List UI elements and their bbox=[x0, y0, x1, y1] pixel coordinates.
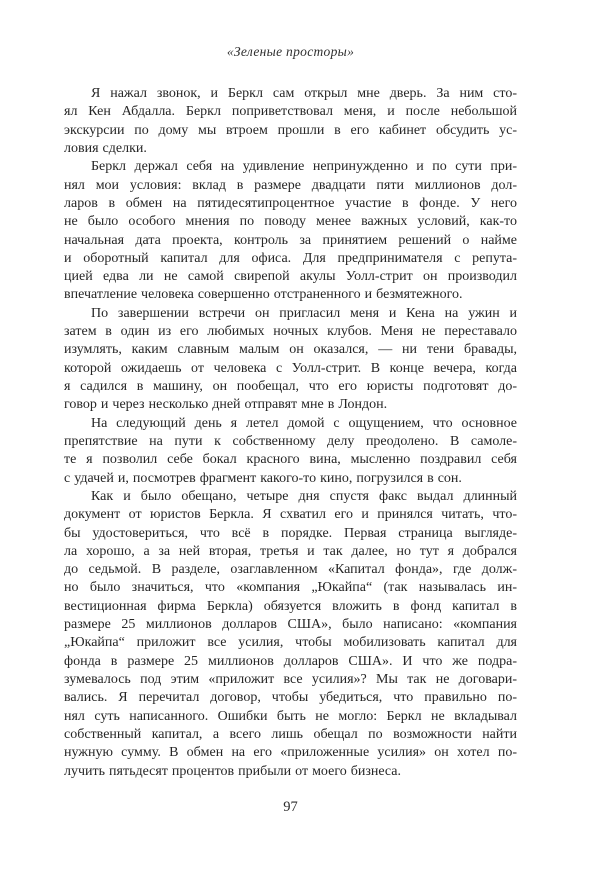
text-line: нужную сумму. В обмен на его «приложенные усилия» он хотел по- bbox=[64, 745, 517, 761]
text-line: до седьмой. В разделе, озаглавленном «Капитал фонда», где долж- bbox=[64, 562, 517, 578]
paragraph bbox=[64, 305, 517, 415]
text-line: начальная дата проекта, контроль за принятием решений о найме bbox=[64, 232, 517, 248]
text-line: с удачей и, посмотрев фрагмент какого-то кино, погрузился в сон. bbox=[64, 470, 462, 486]
page-body bbox=[64, 85, 517, 781]
text-line: Я нажал звонок, и Беркл сам открыл мне дверь. За ним сто- bbox=[91, 86, 517, 101]
text-line: я садился в машину, он пообещал, что его юристы подготовят до- bbox=[64, 379, 517, 394]
text-line: лучить пятьдесят процентов прибыли от моего бизнеса. bbox=[64, 763, 402, 779]
text-line: бы удостовериться, что всё в порядке. Первая страница выгляде- bbox=[64, 525, 517, 541]
text-line: те я позволил себе бокал красного вина, мысленно поздравил себя bbox=[64, 452, 517, 468]
text-line: вестиционная фирма Беркла) обязуется вложить в фонд капитал в bbox=[64, 598, 517, 614]
text-line: экскурсии по дому мы втроем прошли в его кабинет обсудить ус- bbox=[64, 122, 517, 138]
running-header: «Зеленые просторы» bbox=[226, 44, 355, 59]
text-line: изумлять, каким славным малым он оказался, — ни тени бравады, bbox=[64, 342, 517, 358]
page-number: 97 bbox=[283, 799, 298, 815]
text-line: ловия сделки. bbox=[64, 140, 147, 156]
paragraph bbox=[64, 415, 517, 488]
text-line: впечатление человека совершенно отстраненного и безмятежного. bbox=[64, 287, 463, 303]
text-line: препятствие на пути к собственному делу преодолено. В самоле- bbox=[64, 433, 517, 449]
text-line: Как и было обещано, четыре дня спустя факс выдал длинный bbox=[91, 488, 517, 504]
text-line: документ от юристов Беркла. Я схватил его и принялся читать, что- bbox=[64, 507, 517, 523]
text-line: зумевалось под этим «приложит все усилия»? Мы так не договари- bbox=[64, 672, 517, 687]
text-line: ял Кен Абдалла. Беркл поприветствовал меня, и после небольшой bbox=[64, 104, 517, 120]
text-line: нял мои условия: вклад в размере двадцати пяти миллионов дол- bbox=[64, 177, 517, 193]
text-line: По завершении встречи он пригласил меня и Кена на ужин и bbox=[91, 305, 517, 321]
text-line: вались. Я перечитал договор, чтобы убедиться, что правильно по- bbox=[64, 690, 517, 706]
text-line: На следующий день я летел домой с ощущением, что основное bbox=[91, 415, 517, 431]
text-line: „Юкайпа“ приложит все усилия, чтобы мобилизовать капитал для bbox=[64, 635, 517, 651]
text-line: собственный капитал, а всего лишь обещал по возможности найти bbox=[64, 726, 517, 742]
text-line: ла хорошо, а за ней вторая, третья и так далее, но тут я добрался bbox=[64, 543, 517, 559]
text-line: затем в один из его любимых ночных клубов. Меня не переставало bbox=[64, 324, 517, 340]
text-line: не было особого мнения по поводу менее важных условий, как-то bbox=[64, 214, 517, 230]
paragraph bbox=[64, 488, 517, 781]
text-line: цией едва ли не самой свирепой акулы Уолл-стрит он производил bbox=[64, 269, 517, 285]
text-line: которой ожидаешь от человека с Уолл-стрит. В конце вечера, когда bbox=[64, 360, 517, 376]
text-line: фонда в размере 25 миллионов долларов США». И что же подра- bbox=[64, 653, 517, 669]
text-line: но было значиться, что «компания „Юкайпа“ (так называлась ин- bbox=[64, 580, 517, 596]
text-line: размере 25 миллионов долларов США», было написано: «компания bbox=[64, 617, 517, 633]
paragraph bbox=[64, 85, 517, 158]
text-line: говор и через несколько дней отправят мне в Лондон. bbox=[64, 397, 388, 413]
text-line: Беркл держал себя на удивление непринужденно и по сути при- bbox=[91, 159, 517, 175]
text-line: ларов в обмен на пятидесятипроцентное участие в фонде. У него bbox=[64, 195, 517, 211]
text-line: и оборотный капитал для офиса. Для предпринимателя с репута- bbox=[64, 250, 517, 266]
text-line: нял суть написанного. Ошибки быть не могло: Беркл не вкладывал bbox=[64, 708, 517, 724]
paragraph bbox=[64, 158, 517, 305]
